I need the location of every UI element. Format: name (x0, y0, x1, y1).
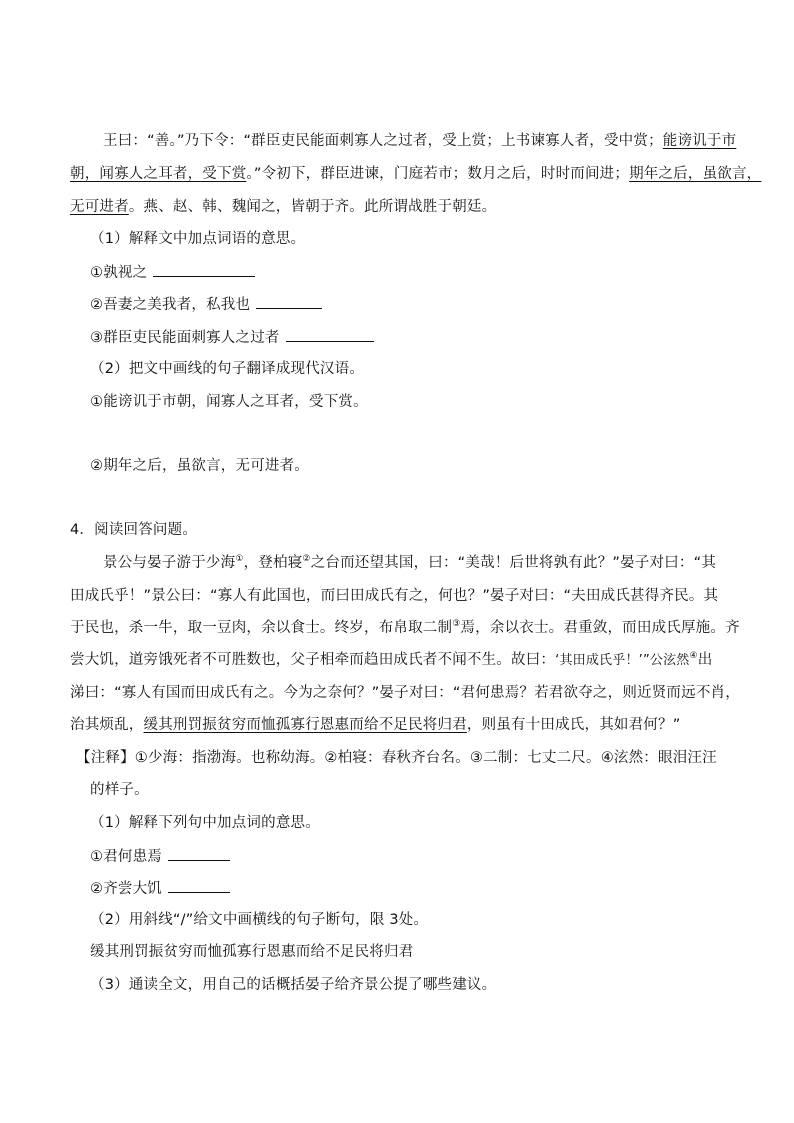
answer-blank[interactable] (168, 878, 230, 893)
answer-blank[interactable] (168, 846, 230, 861)
underlined-sentence: 能谤讥于市 (662, 133, 737, 149)
q4-passage-line-4 (70, 650, 713, 671)
passage-text: 之台而还望其国，曰：“美哉！后世将孰有此？”晏子对曰：“其 (310, 555, 717, 571)
question-text: ①君何患焉 (90, 849, 162, 865)
q4-passage-line-1 (103, 553, 716, 573)
q3-item-2 (90, 294, 322, 315)
passage-text: 治其烦乱， (70, 717, 144, 733)
q4-item-1 (90, 846, 230, 867)
passage3-line-2 (70, 164, 761, 184)
q4-item-2 (90, 878, 230, 899)
q3-sentence-1: ①能谤讥于市朝，闻寡人之耳者，受下赏。 (90, 394, 368, 410)
footnote-marker: ② (302, 554, 311, 565)
passage-text: 于民也，杀一牛，取一豆肉，余以食士。终岁，布帛取二制 (70, 620, 453, 636)
passage3-text: 。”令初下，群臣进谏，门庭若市；数月之后，时时而间进； (246, 166, 630, 182)
passage-text: ，则虽有十田成氏，其如君何？” (466, 717, 681, 733)
q3-sentence-2: ②期年之后，虽欲言，无可进者。 (90, 458, 309, 474)
q4-passage-line-3 (70, 618, 740, 638)
q4-passage-line-6 (70, 715, 680, 735)
q4-part2-sentence: 缓其刑罚振贫穷而恤孤寡行恩惠而给不足民将归君 (90, 944, 414, 960)
answer-blank[interactable] (256, 294, 322, 309)
underlined-sentence: 无可进者 (70, 199, 129, 215)
footnote-marker: ③ (452, 619, 461, 630)
q3-item-1 (90, 262, 255, 283)
underlined-sentence: 期年之后，虽欲言， (629, 166, 762, 182)
passage-text: 景公与晏子游于少海 (103, 555, 236, 571)
passage-text: ，登柏寝 (243, 555, 303, 571)
answer-blank[interactable] (153, 262, 255, 277)
q4-heading: 4．阅读回答问题。 (70, 522, 198, 538)
underlined-sentence: 缓其刑罚振贫穷而恤孤寡行恩惠而给不足民将归君 (143, 717, 467, 733)
q3-item-3 (90, 327, 374, 348)
passage3-text: 。燕、赵、韩、魏闻之，皆朝于齐。此所谓战胜于朝廷。 (128, 199, 497, 215)
footnote-marker: ① (235, 554, 244, 565)
q4-part2-title: （2）用斜线“/”给文中画横线的句子断句，限 3处。 (90, 912, 429, 928)
q4-notes-line-2: 的样子。 (90, 782, 149, 798)
q3-part1-title: （1）解释文中加点词语的意思。 (90, 231, 306, 247)
question-text: ①孰视之 (90, 265, 148, 281)
q4-part1-title: （1）解释下列句中加点词的意思。 (90, 815, 320, 831)
underlined-sentence: 朝，闻寡人之耳者，受下赏 (70, 166, 247, 182)
passage3-line-1 (103, 131, 736, 151)
q4-notes-line-1: 【注释】①少海：指渤海。也称幼海。②柏寝：春秋齐台名。③二制：七丈二尺。④泫然：眼泪汪汪 (76, 750, 717, 766)
q3-part2-title: （2）把文中画线的句子翻译成现代汉语。 (90, 361, 365, 377)
question-text: ③群臣吏民能面刺寡人之过者 (90, 330, 280, 346)
passage-text: 尝大饥，道旁饿死者不可胜数也，父子相牵而趋田成氏者不闻不生。故曰： (70, 652, 556, 668)
q4-passage-line-2: 田成氏乎！”景公曰：“寡人有此国也，而曰田成氏有之，何也？”晏子对曰：“夫田成氏甚得齐民。其 (70, 588, 719, 604)
footnote-marker: ④ (689, 651, 698, 662)
passage-text: 焉，余以衣士。君重敛，而田成氏厚施。齐 (460, 620, 740, 636)
passage3-text: 王曰：“善。”乃下令：“群臣吏民能面刺寡人之过者，受上赏；上书谏寡人者，受中赏； (103, 133, 663, 149)
question-text: ②吾妻之美我者，私我也 (90, 297, 251, 313)
passage-text: 出 (697, 652, 713, 668)
answer-blank[interactable] (286, 327, 374, 342)
passage-text: ‘其田成氏乎！’”公泫然 (555, 653, 690, 668)
question-text: ②齐尝大饥 (90, 881, 162, 897)
q4-part3-title: （3）通读全文，用自己的话概括晏子给齐景公提了哪些建议。 (90, 977, 497, 993)
passage3-line-3 (70, 197, 496, 217)
q4-passage-line-5: 涕曰：“寡人有国而田成氏有之。今为之奈何？”晏子对曰：“君何患焉？若君欲夺之，则近贤而远不肖， (70, 685, 740, 701)
